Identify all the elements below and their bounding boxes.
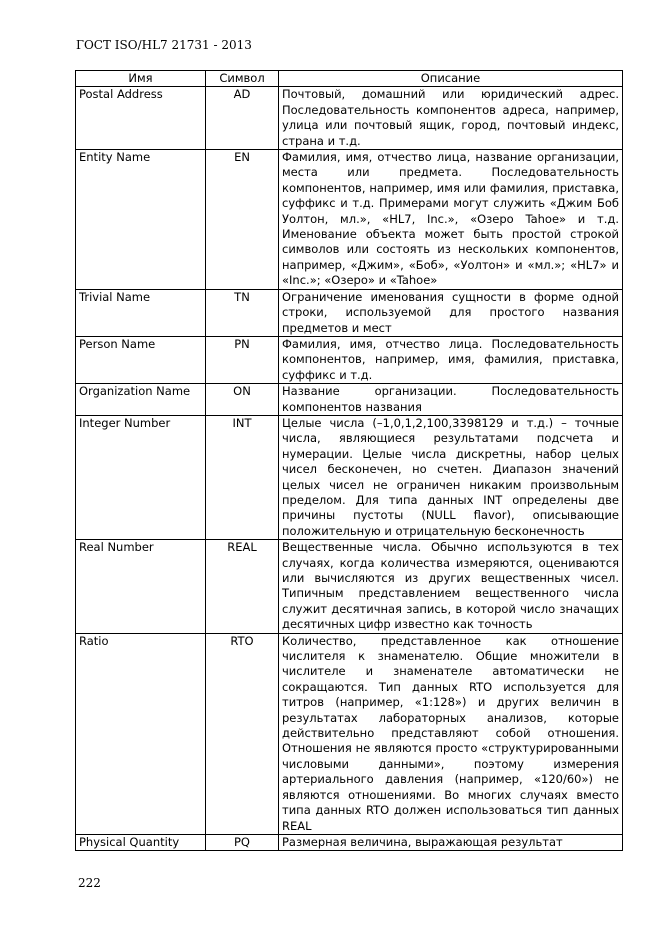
- row-name: Real Number: [76, 540, 206, 633]
- column-header-symbol: Символ: [206, 71, 279, 87]
- row-symbol: TN: [206, 289, 279, 336]
- table-row: [76, 336, 623, 383]
- table-row: [76, 834, 623, 850]
- row-name: Postal Address: [76, 87, 206, 150]
- page-number: 222: [78, 876, 101, 890]
- row-name: Trivial Name: [76, 289, 206, 336]
- document-header: ГОСТ ISO/HL7 21731 - 2013: [76, 38, 252, 52]
- row-name: Entity Name: [76, 150, 206, 290]
- table-row: [76, 87, 623, 150]
- row-description: Ограничение именования сущности в форме одной строки, используемой для простого названия предметов и мест: [279, 289, 623, 336]
- row-symbol: EN: [206, 150, 279, 290]
- row-name: Integer Number: [76, 415, 206, 539]
- row-symbol: ON: [206, 384, 279, 416]
- row-symbol: RTO: [206, 633, 279, 834]
- row-name: Physical Quantity: [76, 834, 206, 850]
- table-row: [76, 150, 623, 290]
- table-row: [76, 289, 623, 336]
- row-name: Person Name: [76, 336, 206, 383]
- row-description: Фамилия, имя, отчество лица, название организации, места или предмета. Последовательность компонентов, например, имя или фамилия, приставка, суффикс и т.д. Примерами могут служить «Джим Боб Уолтон, мл.», «HL7, Inc.», «Озеро Tahoe» и т.д. Именование объекта может быть простой строкой символов или состоять из нескольких компонентов, например, «Джим», «Боб», «Уолтон» и «мл.»; «HL7» и «Inc.»; «Озеро» и «Tahoe»: [279, 150, 623, 290]
- table-row: [76, 415, 623, 539]
- row-description: Вещественные числа. Обычно используются в тех случаях, когда количества измеряются, оцениваются или вычисляются из других вещественных чисел. Типичным представлением вещественного числа служит десятичная запись, в которой число значащих десятичных цифр известно как точность: [279, 540, 623, 633]
- row-description: Название организации. Последовательность компонентов названия: [279, 384, 623, 416]
- data-types-table: [75, 70, 623, 851]
- row-description: Почтовый, домашний или юридический адрес. Последовательность компонентов адреса, например, улица или почтовый ящик, город, почтовый индекс, страна и т.д.: [279, 87, 623, 150]
- row-symbol: REAL: [206, 540, 279, 633]
- row-symbol: PQ: [206, 834, 279, 850]
- row-description: Фамилия, имя, отчество лица. Последовательность компонентов, например, имя, фамилия, приставка, суффикс и т.д.: [279, 336, 623, 383]
- row-name: Ratio: [76, 633, 206, 834]
- table-header-row: [76, 71, 623, 87]
- table-row: [76, 633, 623, 834]
- row-name: Organization Name: [76, 384, 206, 416]
- column-header-name: Имя: [76, 71, 206, 87]
- table-row: [76, 384, 623, 416]
- row-description: Количество, представленное как отношение числителя к знаменателю. Общие множители в числителе и знаменателе автоматически не сокращаются. Тип данных RTO используется для титров (например, «1:128») и других величин в результатах лабораторных анализов, которые действительно представляют собой отношения. Отношения не являются просто «структурированными числовыми данными», поэтому измерения артериального давления (например, «120/60») не являются отношениями. Во многих случаях вместо типа данных RTO должен использоваться тип данных REAL: [279, 633, 623, 834]
- row-description: Размерная величина, выражающая результат: [279, 834, 623, 850]
- row-description: Целые числа (–1,0,1,2,100,3398129 и т.д.) – точные числа, являющиеся результатами подсчета и нумерации. Целые числа дискретны, набор целых чисел бесконечен, но счетен. Диапазон значений целых чисел не ограничен никаким произвольным пределом. Для типа данных INT определены две причины пустоты (NULL flavor), описывающие положительную и отрицательную бесконечность: [279, 415, 623, 539]
- row-symbol: AD: [206, 87, 279, 150]
- table-row: [76, 540, 623, 633]
- row-symbol: INT: [206, 415, 279, 539]
- column-header-description: Описание: [279, 71, 623, 87]
- row-symbol: PN: [206, 336, 279, 383]
